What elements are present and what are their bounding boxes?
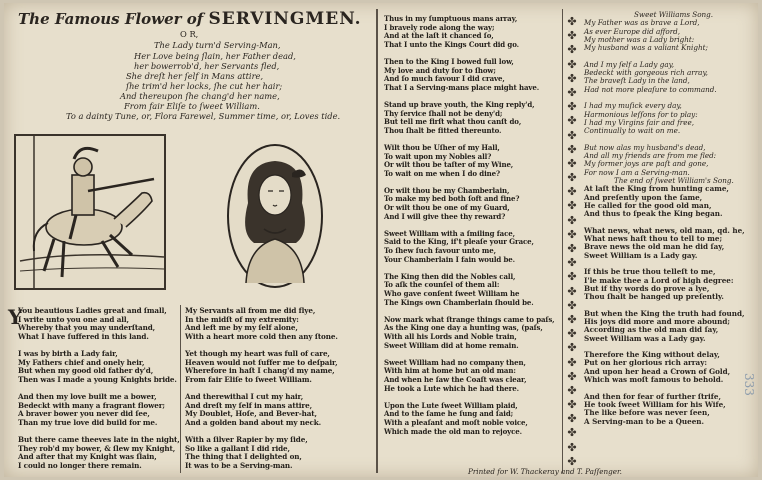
ornament-icon: ✤ [567,256,577,270]
broadside-sheet [4,3,758,477]
verse-line: As ever Europe did afford, [584,26,681,36]
verse-line: My Doublet, Hoſe, and Bever-hat, [185,409,317,419]
ornament-icon: ✤ [567,426,577,440]
verse-line: Sweet William is a Lady gay. [584,250,698,260]
verse-line: Or wilt thou be one of my Guard, [384,203,510,213]
verse-line: What news, what news, old man, qd. he, [584,225,745,235]
verse-line: The thing that I delighted on, [185,452,302,462]
verse-line: Heaven would not ſuffer me to deſpair, [185,357,338,367]
ornament-icon: ✤ [567,185,577,199]
verse-line: From fair Eliſe to ſweet William. [185,374,312,384]
ornament-icon: ✤ [567,114,577,128]
verse-column-1b [185,307,338,470]
verse-line: Sweet William was a Lady gay. [584,333,706,343]
subtitle-line: her bowerrob'd, her Servants fled, [134,61,280,71]
verse-line: And dreſt my ſelf in mans attire, [185,400,312,410]
verse-line: My former joys are paſt and gone, [584,159,709,169]
verse-line: Then was I made a young Knights bride. [18,374,177,384]
ornament-icon: ✤ [567,312,577,326]
ornament-icon: ✤ [567,227,577,241]
verse-line: With all his Lords and Noble train, [384,331,517,341]
verse-line: Your Chamberlain I fain would be. [384,254,515,264]
song-end-heading: The end of ſweet William's Song. [614,175,734,185]
verse-line: But tell me firſt what thou canſt do, [384,117,522,127]
verse-line: He took ſweet William for his Wife, [584,399,726,409]
verse-line: But now alas my husband's dead, [584,142,706,152]
verse-line: According as the old man did ſay, [584,325,719,335]
verse-line: But when the King the truth had found, [584,308,745,318]
verse-line: Upon the Lute ſweet William plaid, [384,400,518,410]
ornament-icon: ✤ [567,454,577,468]
ballad-title [18,9,362,29]
ornament-icon: ✤ [567,355,577,369]
verse-line: Thou ſhalt be hanged up preſently. [584,292,724,302]
column-rule [562,9,563,473]
title-prefix: The Famous Flower of [18,10,204,28]
verse-line: Wilt thou be Uſher of my Hall, [384,142,500,152]
ornament-icon: ✤ [567,341,577,355]
lady-portrait-woodcut [226,143,324,289]
verse-line: The like before was never ſeen, [584,408,710,418]
subtitle-line: To a dainty Tune, or, Flora Farewel, Summer time, or, Loves tide. [66,111,341,121]
verse-line: Wherefore in haſt I chang'd my name, [185,366,335,376]
verse-line: Said to the King, if't pleaſe your Grace, [384,237,534,247]
ornament-icon: ✤ [567,213,577,227]
song-column [564,11,756,473]
verse-line: Or wilt thou be my Chamberlain, [384,185,510,195]
verse-line: Thou ſhalt be fitted thereunto. [384,125,502,135]
printer-imprint: Printed for W. Thackeray and T. Paſſenger. [468,467,622,476]
margin-note: 333 [742,373,756,396]
verse-line: And thus to ſpeak the King began. [584,209,723,219]
verse-line: Than my true love did build for me. [18,417,158,427]
ornament-icon: ✤ [567,43,577,57]
verse-line: And then my love built me a bower, [18,391,157,401]
verse-line: Sweet William had no company then, [384,357,526,367]
verse-line: Sweet William did at home remain. [384,340,519,350]
verse-line: A Serving-man to be a Queen. [584,416,704,426]
verse-line: And when he ſaw the Coaſt was clear, [384,374,527,384]
verse-line: Who gave conſent ſweet William he [384,289,520,298]
verse-line: His joys did more and more abound; [584,316,731,326]
verse-line: A braver bower you never did ſee, [18,409,150,419]
verse-line: I had my muſick every day, [584,101,682,111]
verse-line: That I a Serving-mans place might have. [384,82,540,92]
verse-line: Continually to wait on me. [584,126,681,136]
subtitle-line: She dreſt her ſelf in Mans attire, [126,71,264,81]
verse-line: And to the ſame he ſung and ſaid; [384,409,514,419]
verse-line: I could no longer there remain. [18,460,142,470]
verse-line [384,436,555,445]
verse-line: And preſently upon the ſame, [584,192,703,202]
subtitle-line: ſhe trim'd her locks, ſhe cut her hair; [126,81,283,91]
ornament-icon: ✤ [567,440,577,454]
ornament-icon: ✤ [567,128,577,142]
verse-line: My husband was a valiant Knight; [584,43,708,53]
verse-line: Harmonious leſſons for to play: [584,109,698,119]
subtitle-line: The Lady turn'd Serving-Man, [154,40,281,50]
verse-line: Put on her glorious rich array: [584,358,708,368]
subtitle-line: O R, [180,29,199,39]
verse-line: I was by birth a Lady fair, [18,348,118,358]
verse-line: With a heart more cold then any ſtone. [185,331,338,341]
subtitle-line: Her Love being ſlain, her Father dead, [134,51,296,61]
verse-line: My love and duty for to ſhow; [384,65,496,75]
verse-line: You beautious Ladies great and ſmall, [18,306,167,315]
ornament-icon: ✤ [567,199,577,213]
verse-line: Or wilt thou be taſter of my Wine, [384,160,514,170]
verse-line: My Fathers chief and onely heir, [18,357,145,367]
title-main: SERVINGMEN. [208,9,362,29]
verse-line: Bedeckt with many a fragrant flower; [18,400,165,410]
verse-line: With a ſilver Rapier by my ſide, [185,434,308,444]
column-rule [180,305,181,473]
verse-line: Which was moſt famous to behold. [584,375,724,385]
verse-line: He called for the good old man, [584,200,712,210]
verse-line: The braveſt Lady in the land, [584,76,690,86]
verse-line: Stand up brave youth, the King reply'd, [384,99,535,109]
ornament-icon: ✤ [567,398,577,412]
ornament-icon: ✤ [567,242,577,255]
verse-line: And left me by my ſelf alone, [185,323,298,333]
verse-line: But there came theeves late in the night, [18,434,180,444]
verse-column-2 [384,15,555,453]
verse-line: To ſhew ſuch favour unto me, [384,246,496,256]
ornament-icon: ✤ [567,270,577,284]
verse-line: Now mark what ſtrange things came to paſs, [384,314,555,324]
verse-line: As the King one day a hunting was, (paſs, [384,323,543,333]
verse-line: My Servants all from me did flye, [185,306,316,315]
verse-line: And all my friends are from me fled: [584,151,717,161]
verse-line: Which made the old man to rejoyce. [384,426,522,436]
ornament-icon: ✤ [567,29,577,43]
verse-line: I bravely rode along the way; [384,22,495,32]
verse-line: What I have ſuffered in this land. [18,331,149,341]
verse-line: My Father was as brave a Lord, [584,18,700,28]
verse-line: The King then did the Nobles call, [384,271,516,281]
verse-line: And then for fear of further ſtrife, [584,391,721,401]
verse-line: At laſt the King from hunting came, [584,184,729,194]
verse-line: Thy ſervice ſhall not be deny'd; [384,108,503,118]
verse-line: It was to be a Serving-man. [185,460,293,470]
knight-woodcut [14,131,166,291]
verse-line: To wait on me when I do dine? [384,168,501,178]
verse-line: And after that my Knight was ſlain, [18,452,157,462]
verse-line: Then to the King I bowed full low, [384,56,514,66]
verse-line: The Kings own Chamberlain ſhould be. [384,297,534,307]
ornament-strip [564,15,580,468]
song-heading: Sweet Williams Song. [634,10,714,19]
verse-line: I write unto you one and all, [18,314,129,324]
verse-line: And ſo much favour I did crave, [384,74,505,84]
ornament-icon: ✤ [567,383,577,397]
subtitle-line: From fair Eliſe to ſweet William. [124,101,260,111]
verse-line: For now I am a Serving-man. [584,167,690,177]
ornament-icon: ✤ [567,142,577,156]
verse-line: I had my Virgins fair and free, [584,117,695,127]
verse-line: But if thy words do prove a lye, [584,283,710,293]
verse-line: Had not more pleaſure to command. [584,84,717,94]
ornament-icon: ✤ [567,412,577,426]
verse-line: Sweet William with a ſmiling face, [384,228,515,238]
verse-line: To wait upon my Nobles all? [384,151,492,161]
verse-line: And upon her head a Crown of Gold, [584,366,731,376]
verse-line: They rob'd my bower, & ſlew my Knight, [18,443,176,453]
verse-line: And therewithal I cut my hair, [185,391,304,401]
ornament-icon: ✤ [567,171,577,185]
verse-line: And I my ſelf a Lady gay, [584,59,674,69]
verse-line: And at the laſt it chanced ſo, [384,31,494,41]
ornament-icon: ✤ [567,156,577,170]
verse-line [384,445,555,454]
verse-line: What news haſt thou to tell to me; [584,234,723,244]
verse-line: He took a Lute which he had there. [384,383,519,393]
verse-line: Whereby that you may underſtand, [18,323,156,333]
verse-line: Bedeckt with gorgeous rich array, [584,68,708,78]
verse-column-1a [18,307,180,470]
verse-line: Brave news the old man he did ſay, [584,242,725,252]
ornament-icon: ✤ [567,57,577,71]
verse-line: I'le make thee a Lord of high degree: [584,275,734,285]
subtitle-line: And thereupon ſhe chang'd her name, [120,91,280,101]
verse-line: Therefore the King without delay, [584,350,720,360]
verse-line: To aſk the counſel of them all: [384,280,500,290]
ornament-icon: ✤ [567,369,577,383]
ornament-icon: ✤ [567,100,577,114]
ornament-icon: ✤ [567,327,577,341]
verse-line: With a pleaſant and moſt noble voice, [384,417,528,427]
column-rule [376,9,378,473]
ornament-icon: ✤ [567,15,577,28]
drop-cap: Y [8,305,23,329]
verse-line: To make my bed both ſoft and fine? [384,194,520,204]
ornament-icon: ✤ [567,298,577,312]
ornament-icon: ✤ [567,71,577,85]
verse-line: Yet though my heart was full of care, [185,348,330,358]
song-lines [584,11,745,426]
verse-line: Thus in my ſumptuous mans array, [384,14,518,23]
verse-line: In the midſt of my extremity: [185,314,299,324]
verse-line: And a golden band about my neck. [185,417,322,427]
ornament-icon: ✤ [567,85,577,99]
verse-line: My mother was a Lady bright: [584,34,695,44]
verse-line: If this be true thou telleſt to me, [584,267,716,277]
verse-line: And I will give thee thy reward? [384,211,506,221]
verse-line: So like a gallant I did ride, [185,443,290,453]
ornament-icon: ✤ [567,284,577,298]
verse-line: With him at home but an old man: [384,366,516,376]
verse-line: That I unto the Kings Court did go. [384,39,520,49]
verse-line: But when my good old father dy'd, [18,366,154,376]
